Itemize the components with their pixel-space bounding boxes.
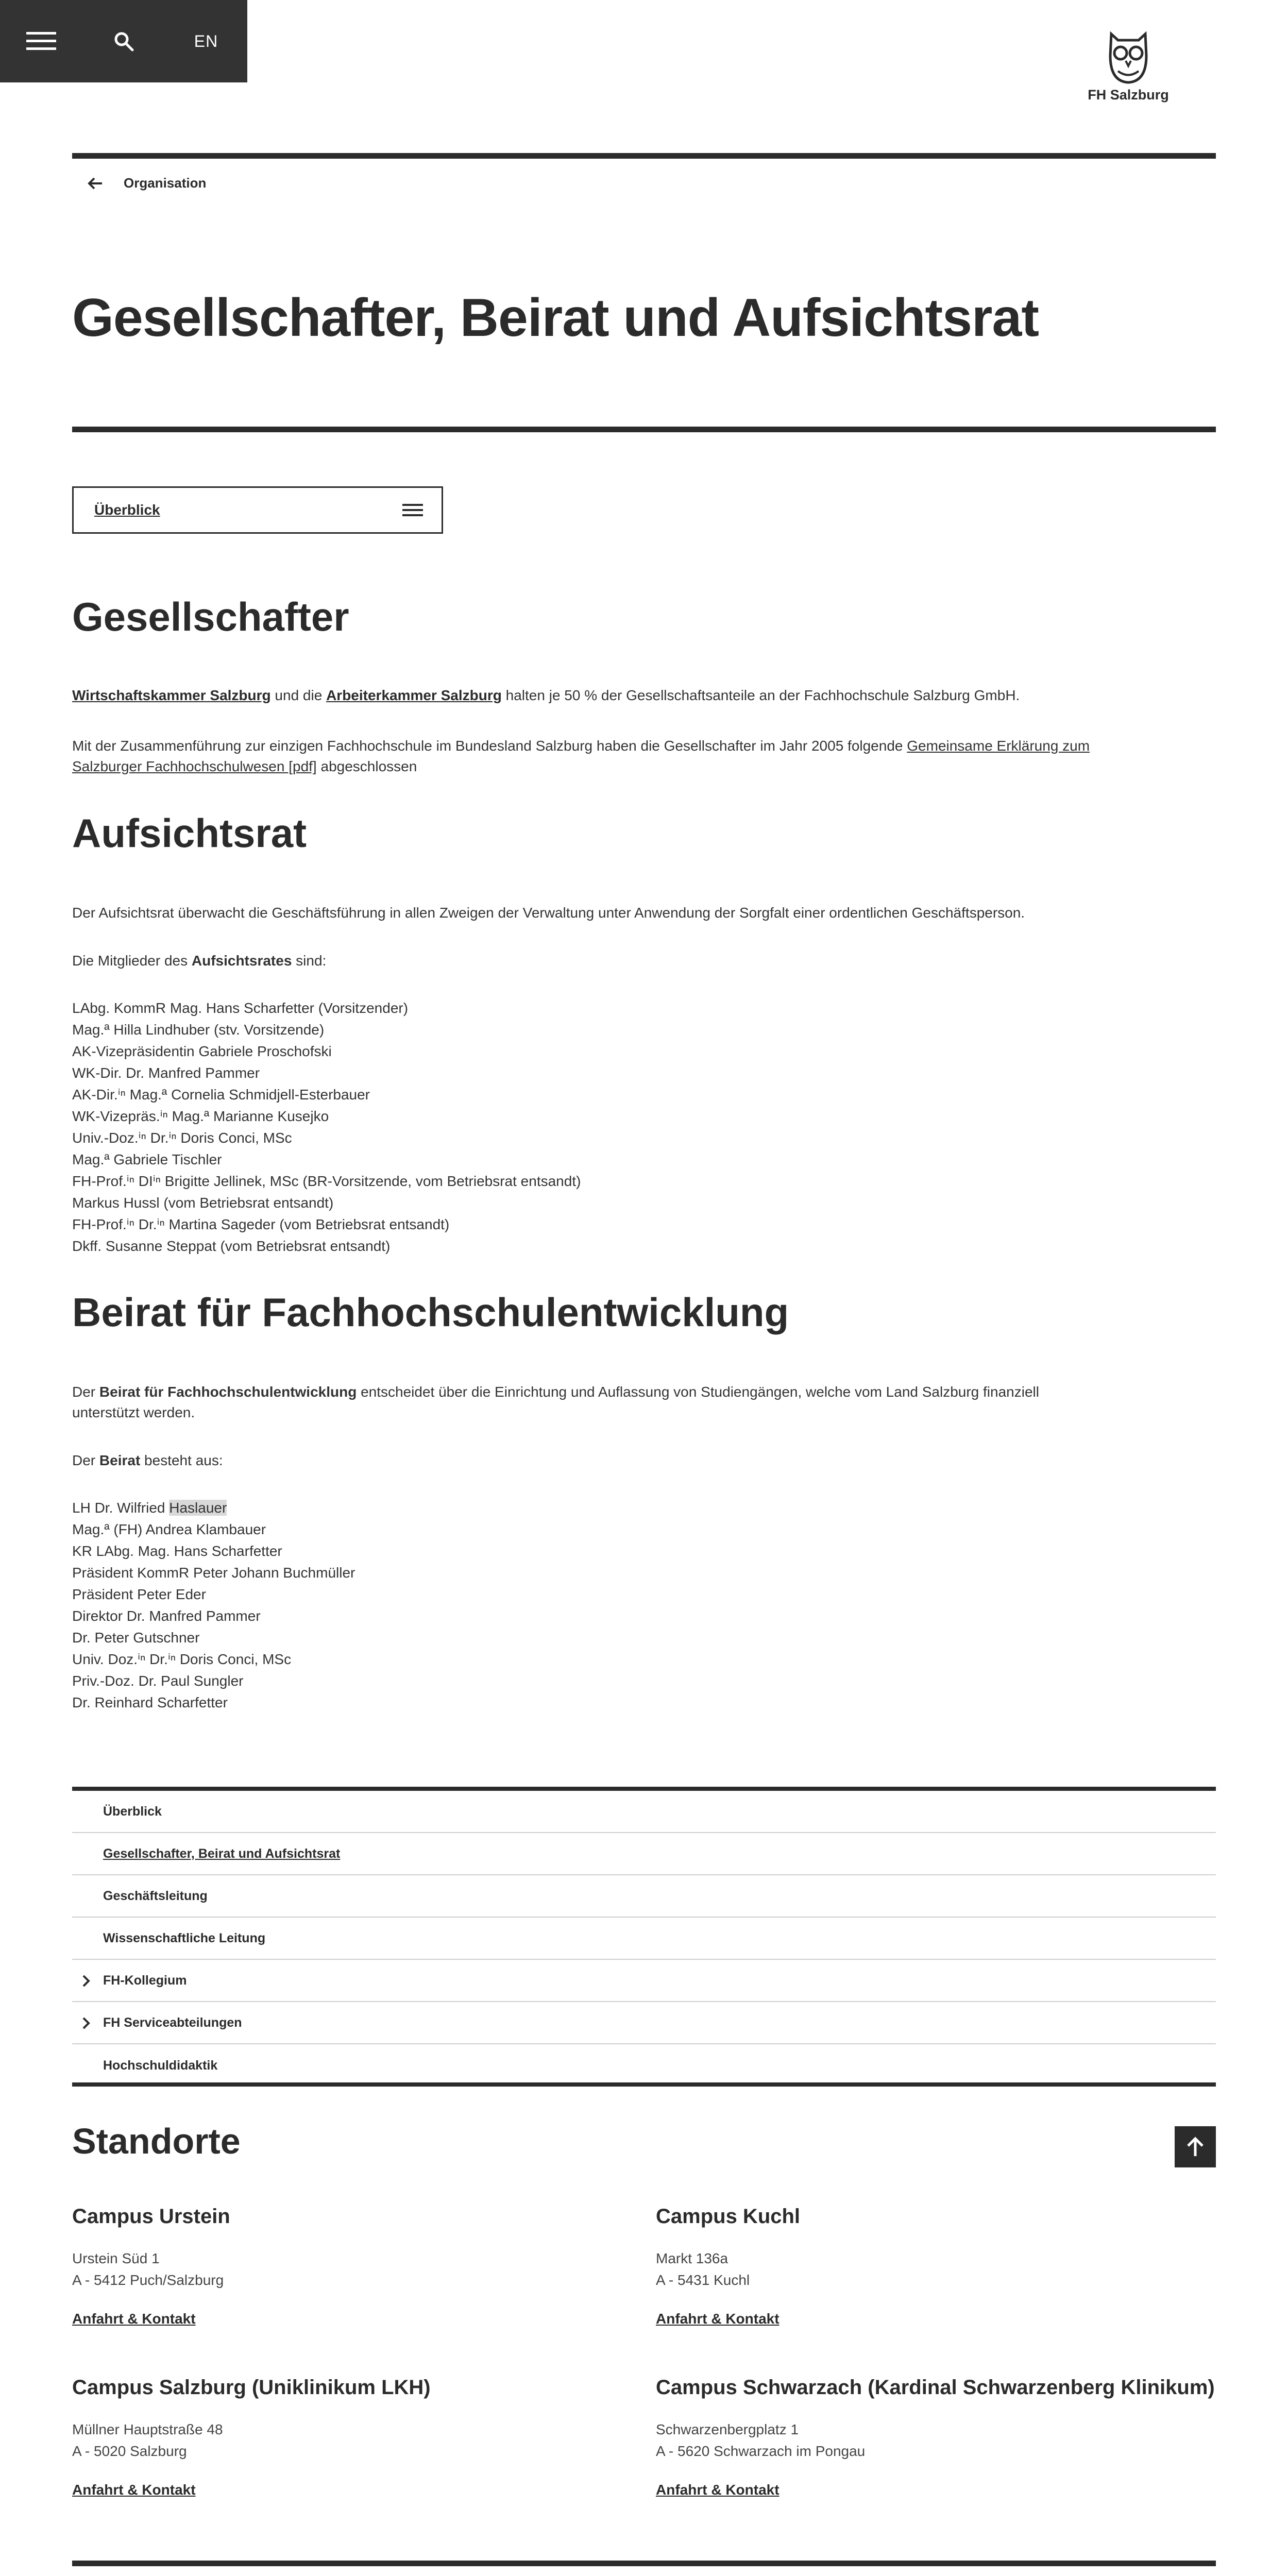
list-item: Markus Hussl (vom Betriebsrat entsandt): [72, 1195, 334, 1211]
gesellschafter-text-2: Mit der Zusammenführung zur einzigen Fachhochschule im Bundesland Salzburg haben die Gesellschafter im Jahr 2005 folgende Gemeinsame Erklärung zum Salzburger Fachhochschulwesen [pdf] abgeschlossen: [72, 738, 1090, 774]
campus-name: Campus Schwarzach (Kardinal Schwarzenberg Klinikum): [656, 2376, 1215, 2399]
beirat-member-list: [72, 1497, 355, 1714]
campus-address: Schwarzenbergplatz 1 A - 5620 Schwarzach im Pongau: [656, 2421, 866, 2459]
subnav-item-fh-kollegium[interactable]: FH-Kollegium: [72, 1960, 1216, 2002]
campus-salzburg: [72, 2376, 639, 2498]
subnav-item-geschaeftsleitung[interactable]: Geschäftsleitung: [72, 1875, 1216, 1918]
chevron-right-icon[interactable]: [81, 1974, 91, 1988]
overview-select[interactable]: [72, 486, 443, 534]
list-item: FH-Prof.ⁱⁿ Dr.ⁱⁿ Martina Sageder (vom Betriebsrat entsandt): [72, 1216, 450, 1232]
aufsichtsrat-intro: Der Aufsichtsrat überwacht die Geschäftsführung in allen Zweigen der Verwaltung unter Anwendung der Sorgfalt einer ordentlichen Geschäftsperson.: [72, 905, 1025, 921]
gemeinsame-erklaerung-link-a[interactable]: Gemeinsame Erklärung zum: [907, 738, 1090, 754]
beirat-members-intro: Der Beirat besteht aus:: [72, 1452, 223, 1468]
top-divider: [72, 153, 1216, 159]
subnav-item-gesellschafter[interactable]: Gesellschafter, Beirat und Aufsichtsrat: [72, 1833, 1216, 1875]
campus-address: Markt 136a A - 5431 Kuchl: [656, 2250, 750, 2288]
list-item: Präsident KommR Peter Johann Buchmüller: [72, 1565, 355, 1581]
list-item: Mag.ª Gabriele Tischler: [72, 1151, 222, 1167]
campus-contact-link[interactable]: Anfahrt & Kontakt: [72, 2311, 196, 2327]
aufsichtsrat-member-list: [72, 997, 581, 1257]
subnav-item-fh-serviceabteilungen[interactable]: FH Serviceabteilungen: [72, 2002, 1216, 2044]
newsletter-divider: [72, 2561, 1216, 2566]
beirat-intro: Der Beirat für Fachhochschulentwicklung entscheidet über die Einrichtung und Auflassung von Studiengängen, welche vom Land Salzburg finanziell unterstützt werden.: [72, 1384, 1039, 1420]
breadcrumb[interactable]: [72, 175, 206, 191]
title-divider: [72, 427, 1216, 432]
list-item: WK-Dir. Dr. Manfred Pammer: [72, 1065, 260, 1081]
campus-address: Müllner Hauptstraße 48 A - 5020 Salzburg: [72, 2421, 223, 2459]
campus-name: Campus Salzburg (Uniklinikum LKH): [72, 2376, 431, 2399]
list-item: LAbg. KommR Mag. Hans Scharfetter (Vorsitzender): [72, 1000, 409, 1016]
subnav-item-wissenschaftliche-leitung[interactable]: Wissenschaftliche Leitung: [72, 1918, 1216, 1960]
standorte-heading: Standorte: [72, 2121, 241, 2161]
list-item: Mag.ª (FH) Andrea Klambauer: [72, 1521, 266, 1537]
gemeinsame-erklaerung-link-b[interactable]: Salzburger Fachhochschulwesen [pdf]: [72, 758, 317, 774]
section-subnav: [72, 1791, 1216, 2087]
list-item: Präsident Peter Eder: [72, 1586, 206, 1602]
beirat-heading: Beirat für Fachhochschulentwicklung: [72, 1290, 789, 1335]
subnav-top-divider: [72, 1787, 1216, 1791]
subnav-item-ueberblick[interactable]: Überblick: [72, 1791, 1216, 1833]
campus-schwarzach: [656, 2376, 1223, 2498]
subnav-item-hochschuldidaktik[interactable]: Hochschuldidaktik: [103, 2058, 218, 2073]
scroll-to-top-button[interactable]: [1175, 2126, 1216, 2167]
campus-contact-link[interactable]: Anfahrt & Kontakt: [656, 2482, 779, 2498]
list-item: WK-Vizepräs.ⁱⁿ Mag.ª Marianne Kusejko: [72, 1108, 329, 1124]
campus-kuchl: [656, 2205, 1223, 2327]
campus-urstein: [72, 2205, 639, 2327]
wirtschaftskammer-link[interactable]: Wirtschaftskammer Salzburg: [72, 687, 271, 703]
list-item: Dkff. Susanne Steppat (vom Betriebsrat entsandt): [72, 1238, 391, 1254]
list-item: Univ.-Doz.ⁱⁿ Dr.ⁱⁿ Doris Conci, MSc: [72, 1130, 292, 1146]
list-item: Mag.ª Hilla Lindhuber (stv. Vorsitzende): [72, 1022, 325, 1038]
chevron-right-icon[interactable]: [81, 2016, 91, 2030]
gesellschafter-text-1: Wirtschaftskammer Salzburg und die Arbeiterkammer Salzburg halten je 50 % der Gesellschaftsanteile an der Fachhochschule Salzburg GmbH.: [72, 687, 1020, 703]
list-item: Univ. Doz.ⁱⁿ Dr.ⁱⁿ Doris Conci, MSc: [72, 1651, 292, 1667]
list-item: Direktor Dr. Manfred Pammer: [72, 1608, 261, 1624]
list-menu-icon: [402, 503, 423, 517]
list-item: LH Dr. Wilfried Haslauer: [72, 1500, 227, 1516]
hamburger-icon: [26, 31, 56, 52]
page-title: Gesellschafter, Beirat und Aufsichtsrat: [72, 288, 1039, 348]
list-item: Priv.-Doz. Dr. Paul Sungler: [72, 1673, 244, 1689]
breadcrumb-label: Organisation: [124, 175, 207, 191]
campus-name: Campus Urstein: [72, 2205, 230, 2228]
arbeiterkammer-link[interactable]: Arbeiterkammer Salzburg: [326, 687, 502, 703]
list-item: KR LAbg. Mag. Hans Scharfetter: [72, 1543, 282, 1559]
arrow-left-icon: [88, 177, 103, 190]
list-item: Dr. Peter Gutschner: [72, 1630, 200, 1646]
list-item: AK-Dir.ⁱⁿ Mag.ª Cornelia Schmidjell-Esterbauer: [72, 1087, 370, 1103]
campus-name: Campus Kuchl: [656, 2205, 801, 2228]
menu-button[interactable]: [0, 0, 82, 82]
arrow-up-icon: [1186, 2137, 1205, 2157]
main-content: [72, 0, 1216, 2576]
list-item: FH-Prof.ⁱⁿ DIⁱⁿ Brigitte Jellinek, MSc (BR-Vorsitzende, vom Betriebsrat entsandt): [72, 1173, 581, 1189]
overview-select-label: Überblick: [94, 502, 160, 518]
campus-contact-link[interactable]: Anfahrt & Kontakt: [72, 2482, 196, 2498]
aufsichtsrat-heading: Aufsichtsrat: [72, 810, 307, 856]
list-item: Dr. Reinhard Scharfetter: [72, 1694, 228, 1710]
list-item: AK-Vizepräsidentin Gabriele Proschofski: [72, 1043, 332, 1059]
gesellschafter-heading: Gesellschafter: [72, 594, 349, 639]
subnav-bottom-divider: [72, 2082, 1216, 2087]
logo-text: FH Salzburg: [1088, 87, 1169, 103]
campus-contact-link[interactable]: Anfahrt & Kontakt: [656, 2311, 779, 2327]
campus-address: Urstein Süd 1 A - 5412 Puch/Salzburg: [72, 2250, 224, 2288]
aufsichtsrat-members-intro: Die Mitglieder des Aufsichtsrates sind:: [72, 953, 327, 969]
language-switch[interactable]: EN: [194, 31, 218, 50]
